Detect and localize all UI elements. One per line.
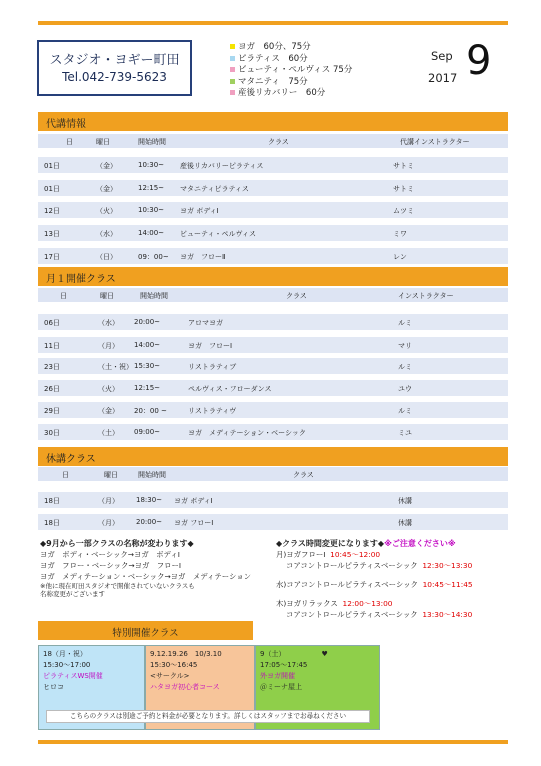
- table-cell: 18:30~: [136, 496, 163, 504]
- substitute-title: 代講情報: [46, 119, 86, 130]
- legend-swatch: [230, 90, 235, 95]
- time-change-time: 12:30～13:30: [422, 561, 473, 570]
- table-cell: ミワ: [393, 230, 407, 238]
- table-cell: （土）: [98, 429, 119, 437]
- table-cell: 20:00~: [136, 518, 163, 526]
- table-row: [38, 225, 508, 241]
- col-weekday: 曜日: [96, 138, 110, 146]
- legend-item: [230, 65, 352, 77]
- monthly-section-header: [38, 267, 508, 286]
- class-legend: [230, 42, 352, 100]
- table-cell: （火）: [98, 385, 119, 393]
- special-date: 9（土）: [260, 650, 286, 658]
- table-cell: （月）: [98, 497, 119, 505]
- table-cell: ヨガ メディテーション・ベーシック: [188, 429, 306, 437]
- col-start: 開始時間: [138, 138, 166, 146]
- table-cell: ペルヴィス・フローダンス: [188, 385, 272, 393]
- col-instructor: 代講インストラクター: [400, 138, 470, 146]
- cancel-title: 休講クラス: [46, 454, 96, 465]
- legend-swatch: [230, 44, 235, 49]
- time-change-label: 水)コアコントロールピラティスベーシック: [276, 580, 418, 589]
- table-cell: ルミ: [398, 363, 412, 371]
- table-cell: ヨガ ボディⅠ: [174, 497, 213, 505]
- special-instructor: ヒロコ: [43, 683, 64, 691]
- table-cell: レン: [393, 253, 407, 261]
- legend-text: ピラティス 60分: [238, 53, 308, 64]
- time-change-heading-text: ◆クラス時間変更になります◆: [276, 539, 385, 548]
- time-change-label: コアコントロールピラティスベーシック: [286, 561, 418, 570]
- time-change-item: [276, 579, 516, 590]
- table-cell: ヨガ フローⅡ: [180, 253, 226, 261]
- table-cell: 14:00~: [138, 229, 165, 237]
- time-change-label: コアコントロールピラティスベーシック: [286, 610, 418, 619]
- legend-text: ヨガ 60分、75分: [238, 42, 311, 52]
- rename-note: 名称変更がございます: [40, 590, 105, 598]
- table-row: [38, 380, 508, 396]
- time-change-item: [276, 598, 516, 609]
- rename-line: ヨガ ボディ・ベーシック→ヨガ ボディⅠ: [40, 550, 180, 559]
- table-cell: （金）: [98, 407, 119, 415]
- table-cell: ヨガ フローⅠ: [174, 519, 214, 527]
- table-cell: 01日: [44, 185, 60, 193]
- table-cell: （金）: [96, 185, 117, 193]
- legend-item: [230, 88, 352, 100]
- time-change-label: 木)ヨガリラックス: [276, 599, 338, 608]
- table-cell: ルミ: [398, 319, 412, 327]
- table-cell: ヨガ フローⅠ: [188, 342, 233, 350]
- bottom-rule: [38, 740, 508, 744]
- special-instructor: ＠ミーナ屋上: [260, 683, 302, 691]
- table-row: [38, 402, 508, 418]
- table-row: [38, 202, 508, 218]
- table-row: [38, 314, 508, 330]
- rename-line: ヨガ フロー・ベーシック→ヨガ フローⅠ: [40, 561, 182, 570]
- special-date: 18（月・祝）: [43, 650, 87, 658]
- table-cell: 09:00~: [134, 428, 161, 436]
- col-weekday: 曜日: [104, 471, 118, 479]
- col-weekday: 曜日: [100, 292, 114, 300]
- special-date: 9.12.19.26 10/3.10: [150, 650, 222, 658]
- special-date-row: [260, 649, 375, 660]
- special-time: 17:05～17:45: [260, 661, 308, 669]
- special-notice: こちらのクラスは別途ご予約と料金が必要となります。詳しくはスタッフまでお尋ねください: [46, 710, 370, 723]
- col-day: 日: [66, 138, 73, 146]
- table-cell: 12:15~: [134, 384, 161, 392]
- studio-name: スタジオ・ヨギー町田: [49, 53, 180, 68]
- table-cell: 休講: [398, 519, 412, 527]
- time-change-label: 月)ヨガフローⅠ: [276, 550, 326, 559]
- rename-note: ※他に現在町田スタジオで開催されていないクラスも: [40, 582, 195, 590]
- cancel-section-header: [38, 447, 508, 466]
- time-change-time: 10:45～12:00: [330, 550, 381, 559]
- month-number: 9: [466, 38, 492, 84]
- table-cell: 10:30~: [138, 206, 165, 214]
- table-cell: アロマヨガ: [188, 319, 223, 327]
- table-cell: リストラティブ: [188, 363, 237, 371]
- table-cell: 09：00~: [138, 253, 169, 261]
- time-change-item: [276, 560, 516, 571]
- monthly-title: 月１開催クラス: [46, 274, 116, 285]
- table-cell: 12:15~: [138, 184, 165, 192]
- table-cell: 29日: [44, 407, 60, 415]
- time-change-item: [276, 609, 516, 620]
- table-cell: 23日: [44, 363, 60, 371]
- table-cell: 26日: [44, 385, 60, 393]
- table-cell: 15:30~: [134, 362, 161, 370]
- col-start: 開始時間: [138, 471, 166, 479]
- legend-swatch: [230, 67, 235, 72]
- col-class: クラス: [286, 292, 307, 300]
- time-change-item: [276, 549, 516, 560]
- table-cell: ヨガ ボディⅠ: [180, 207, 219, 215]
- table-cell: 18日: [44, 519, 60, 527]
- table-cell: 30日: [44, 429, 60, 437]
- table-row: [38, 492, 508, 508]
- table-row: [38, 514, 508, 530]
- table-cell: 12日: [44, 207, 60, 215]
- col-class: クラス: [293, 471, 314, 479]
- table-row: [38, 337, 508, 353]
- table-cell: （月）: [98, 519, 119, 527]
- table-cell: （土・祝）: [98, 363, 133, 371]
- table-cell: （月）: [98, 342, 119, 350]
- table-cell: サトミ: [393, 185, 414, 193]
- table-cell: （水）: [96, 230, 117, 238]
- special-name: 外ヨガ開催: [260, 672, 295, 680]
- legend-text: ビューティ・ペルヴィス 75分: [238, 65, 353, 75]
- rename-line: ヨガ メディテーション・ベーシック→ヨガ メディテーション: [40, 572, 252, 581]
- legend-item: [230, 77, 352, 89]
- time-change-time: 13:30～14:30: [422, 610, 473, 619]
- month-en: Sep: [431, 49, 453, 63]
- time-change-heading: [276, 538, 516, 549]
- table-cell: ムツミ: [393, 207, 414, 215]
- rename-notice: [40, 538, 280, 598]
- table-cell: 01日: [44, 162, 60, 170]
- table-row: [38, 358, 508, 374]
- table-cell: （水）: [98, 319, 119, 327]
- table-cell: ビューティ・ペルヴィス: [180, 230, 257, 238]
- col-start: 開始時間: [140, 292, 168, 300]
- table-cell: 13日: [44, 230, 60, 238]
- table-cell: （火）: [96, 207, 117, 215]
- table-cell: （日）: [96, 253, 117, 261]
- substitute-table-header: [38, 134, 508, 148]
- table-cell: 産後リカバリーピラティス: [180, 162, 264, 170]
- rename-heading: ◆9月から一部クラスの名称が変わります◆: [40, 539, 194, 548]
- top-rule: [38, 21, 508, 25]
- col-day: 日: [62, 471, 69, 479]
- monthly-table-header: [38, 288, 508, 302]
- special-name: ピラティスWS開催: [43, 672, 103, 680]
- caution-text: ※ご注意ください※: [384, 539, 456, 548]
- table-row: [38, 157, 508, 173]
- legend-text: マタニティ 75分: [238, 76, 308, 87]
- special-time: 15:30～17:00: [43, 661, 91, 669]
- table-cell: マリ: [398, 342, 412, 350]
- table-cell: （金）: [96, 162, 117, 170]
- studio-tel: Tel.042-739-5623: [62, 70, 167, 84]
- legend-swatch: [230, 79, 235, 84]
- special-name-2: ハタヨガ初心者コース: [150, 683, 220, 691]
- table-row: [38, 248, 508, 264]
- special-section-header: [38, 621, 253, 640]
- table-cell: リストラティヴ: [188, 407, 237, 415]
- table-cell: 10:30~: [138, 161, 165, 169]
- table-cell: 18日: [44, 497, 60, 505]
- table-row: [38, 180, 508, 196]
- legend-item: [230, 42, 352, 54]
- table-row: [38, 424, 508, 440]
- heart-icon: ♥: [321, 650, 328, 658]
- table-cell: 20：00 ~: [134, 407, 167, 415]
- table-cell: マタニティピラティス: [180, 185, 249, 193]
- legend-swatch: [230, 56, 235, 61]
- studio-info-box: [37, 40, 192, 96]
- table-cell: ユウ: [398, 385, 412, 393]
- time-change-time: 10:45～11:45: [422, 580, 473, 589]
- time-change-notice: [276, 538, 516, 620]
- table-cell: ルミ: [398, 407, 412, 415]
- table-cell: 休講: [398, 497, 412, 505]
- year: 2017: [428, 71, 458, 85]
- table-cell: ミユ: [398, 429, 412, 437]
- table-cell: 14:00~: [134, 341, 161, 349]
- col-instructor: インストラクター: [398, 292, 454, 300]
- substitute-section-header: [38, 112, 508, 131]
- table-cell: 06日: [44, 319, 60, 327]
- special-name: <サークル>: [150, 672, 190, 680]
- table-cell: サトミ: [393, 162, 414, 170]
- table-cell: 11日: [44, 342, 60, 350]
- legend-text: 産後リカバリー 60分: [238, 88, 326, 98]
- col-class: クラス: [268, 138, 289, 146]
- special-title: 特別開催クラス: [112, 628, 179, 639]
- table-cell: 20:00~: [134, 318, 161, 326]
- legend-item: [230, 54, 352, 66]
- cancel-table-header: [38, 467, 508, 481]
- special-time: 15:30～16:45: [150, 661, 198, 669]
- col-day: 日: [60, 292, 67, 300]
- table-cell: 17日: [44, 253, 60, 261]
- time-change-time: 12:00～13:00: [342, 599, 393, 608]
